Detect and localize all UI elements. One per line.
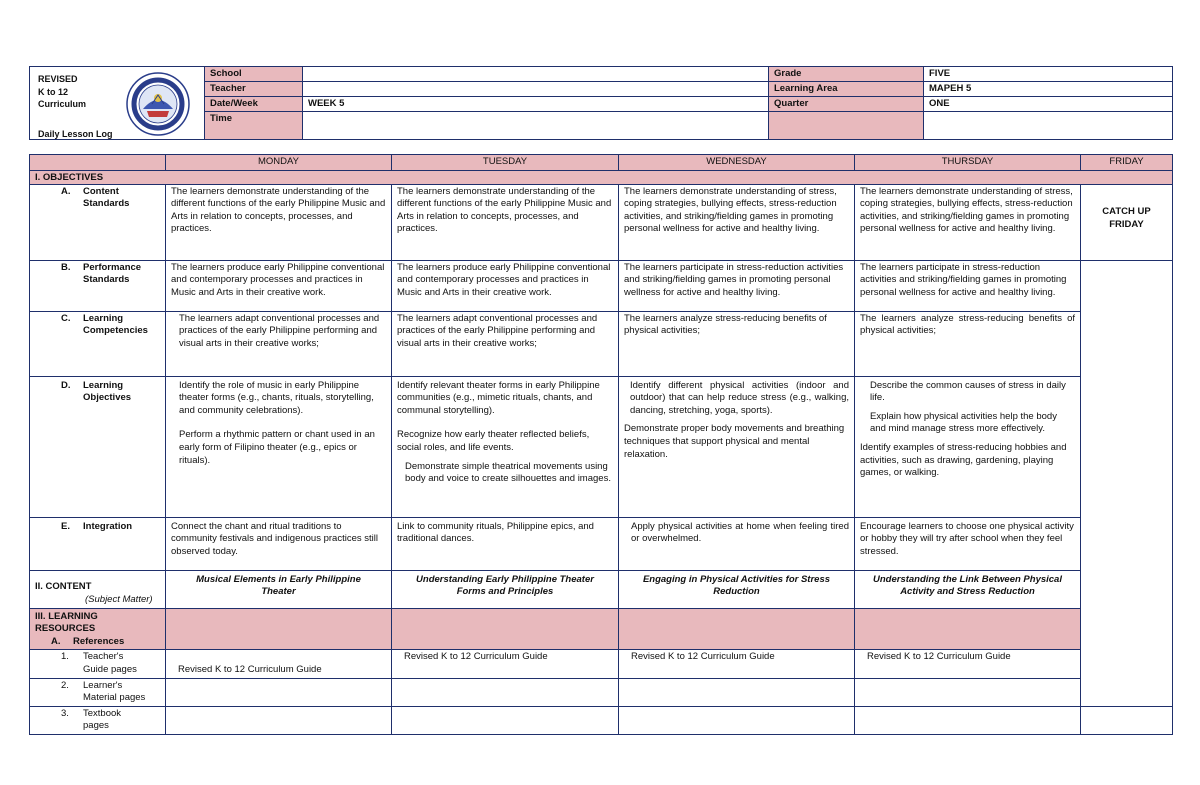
content-label: II. CONTENT (Subject Matter) (30, 570, 166, 608)
quarter-value[interactable]: ONE (924, 97, 1173, 112)
teachers-guide-wednesday[interactable]: Revised K to 12 Curriculum Guide (619, 650, 855, 678)
teachers-guide-thursday[interactable]: Revised K to 12 Curriculum Guide (855, 650, 1081, 678)
day-thursday: THURSDAY (855, 155, 1081, 171)
resources-label: III. LEARNING RESOURCES A. References (30, 608, 166, 650)
performance-standards-row (30, 260, 1173, 311)
objectives-wednesday[interactable]: Identify different physical activities (indoor and outdoor) that can help reduce stress (e.g., walking, dancing, stretching, yoga, sports). Demonstrate proper body movements and breathing techniques that support physical and mental relaxation. (619, 376, 855, 517)
content-tuesday[interactable]: Understanding Early Philippine Theater Forms and Principles (392, 570, 619, 608)
learning-area-label: Learning Area (769, 82, 924, 97)
header-table (29, 66, 1173, 140)
performance-standards-monday[interactable]: The learners produce early Philippine conventional and contemporary processes and practices in Music and Arts in their creative work. (166, 260, 392, 311)
content-monday[interactable]: Musical Elements in Early Philippine Theater (166, 570, 392, 608)
competencies-wednesday[interactable]: The learners analyze stress-reducing benefits of physical activities; (619, 311, 855, 376)
content-standards-monday[interactable]: The learners demonstrate understanding of the different functions of the early Philippine Music and Arts in relation to concepts, processes, and practices. (166, 184, 392, 260)
competencies-label: C. Learning Competencies (30, 311, 166, 376)
teachers-guide-tuesday[interactable]: Revised K to 12 Curriculum Guide (392, 650, 619, 678)
content-thursday[interactable]: Understanding the Link Between Physical Activity and Stress Reduction (855, 570, 1081, 608)
content-standards-wednesday[interactable]: The learners demonstrate understanding of stress, coping strategies, bullying effects, stress-reduction activities, and striking/fielding games in promoting personal wellness for active and healthy living. (619, 184, 855, 260)
objectives-row (30, 376, 1173, 517)
performance-standards-wednesday[interactable]: The learners participate in stress-reduction activities and striking/fielding games in promoting personal wellness for active and healthy living. (619, 260, 855, 311)
textbook-wednesday[interactable] (619, 706, 855, 734)
time-label: Time (205, 112, 303, 140)
time-field[interactable] (303, 112, 769, 140)
curriculum-title: REVISED K to 12 Curriculum (38, 74, 87, 109)
grade-value[interactable]: FIVE (924, 67, 1173, 82)
date-week-value[interactable]: WEEK 5 (303, 97, 769, 112)
performance-standards-label: B. Performance Standards (30, 260, 166, 311)
school-label: School (205, 67, 303, 82)
corner-cell (30, 155, 166, 171)
teacher-field[interactable] (303, 82, 769, 97)
textbook-row (30, 706, 1173, 734)
curriculum-block (30, 67, 205, 140)
resources-row (30, 608, 1173, 650)
content-standards-label: A. Content Standards (30, 184, 166, 260)
objectives-monday[interactable]: Identify the role of music in early Philippine theater forms (e.g., chants, rituals, storytelling, and community celebrations). Perform a rhythmic pattern or chant used in an early form of Filipino theater (e.g., epics or rituals). (166, 376, 392, 517)
content-standards-tuesday[interactable]: The learners demonstrate understanding of the different functions of the early Philippine Music and Arts in relation to concepts, processes, and practices. (392, 184, 619, 260)
textbook-label: 3. Textbook pages (30, 706, 166, 734)
learners-material-row (30, 678, 1173, 706)
catch-up-friday: CATCH UP FRIDAY (1081, 184, 1173, 260)
content-standards-thursday[interactable]: The learners demonstrate understanding of stress, coping strategies, bullying effects, stress-reduction activities, and striking/fielding games in promoting personal wellness for active and healthy living. (855, 184, 1081, 260)
performance-standards-tuesday[interactable]: The learners produce early Philippine conventional and contemporary processes and practices in Music and Arts in their creative work. (392, 260, 619, 311)
day-tuesday: TUESDAY (392, 155, 619, 171)
integration-thursday[interactable]: Encourage learners to choose one physical activity or hobby they will try after school when they feel stressed. (855, 517, 1081, 570)
deped-seal-icon (125, 71, 191, 137)
time-extra-label (769, 112, 924, 140)
day-friday: FRIDAY (1081, 155, 1173, 171)
day-monday: MONDAY (166, 155, 392, 171)
learners-material-tuesday[interactable] (392, 678, 619, 706)
date-week-label: Date/Week (205, 97, 303, 112)
integration-monday[interactable]: Connect the chant and ritual traditions to community festivals and indigenous practices still observed today. (166, 517, 392, 570)
integration-label: E. Integration (30, 517, 166, 570)
objectives-tuesday[interactable]: Identify relevant theater forms in early Philippine communities (e.g., mimetic rituals, chants, and communal storytelling). Recognize how early theater reflected beliefs, social roles, and life events. Demonstrate simple theatrical movements using body and voice to create silhouettes and images. (392, 376, 619, 517)
teacher-label: Teacher (205, 82, 303, 97)
teachers-guide-row (30, 650, 1173, 678)
day-wednesday: WEDNESDAY (619, 155, 855, 171)
integration-tuesday[interactable]: Link to community rituals, Philippine epics, and traditional dances. (392, 517, 619, 570)
friday-blank-column (1081, 260, 1173, 706)
objectives-label: D. Learning Objectives (30, 376, 166, 517)
textbook-tuesday[interactable] (392, 706, 619, 734)
textbook-monday[interactable] (166, 706, 392, 734)
competencies-row (30, 311, 1173, 376)
resources-monday (166, 608, 392, 650)
learners-material-wednesday[interactable] (619, 678, 855, 706)
lesson-log-table (29, 154, 1173, 735)
grade-label: Grade (769, 67, 924, 82)
learners-material-monday[interactable] (166, 678, 392, 706)
resources-wednesday (619, 608, 855, 650)
teachers-guide-label: 1. Teacher's Guide pages (30, 650, 166, 678)
objectives-heading: I. OBJECTIVES (30, 170, 1173, 184)
learners-material-thursday[interactable] (855, 678, 1081, 706)
performance-standards-thursday[interactable]: The learners participate in stress-reduction activities and striking/fielding games in promoting personal wellness for active and healthy living. (855, 260, 1081, 311)
textbook-thursday[interactable] (855, 706, 1081, 734)
textbook-friday (1081, 706, 1173, 734)
competencies-thursday[interactable]: The learners analyze stress-reducing benefits of physical activities; (855, 311, 1081, 376)
teachers-guide-monday[interactable]: Revised K to 12 Curriculum Guide (166, 650, 392, 678)
objectives-section-row (30, 170, 1173, 184)
time-extra-field[interactable] (924, 112, 1173, 140)
resources-thursday (855, 608, 1081, 650)
resources-tuesday (392, 608, 619, 650)
days-header-row (30, 155, 1173, 171)
integration-wednesday[interactable]: Apply physical activities at home when feeling tired or overwhelmed. (619, 517, 855, 570)
learners-material-label: 2. Learner's Material pages (30, 678, 166, 706)
content-wednesday[interactable]: Engaging in Physical Activities for Stress Reduction (619, 570, 855, 608)
school-field[interactable] (303, 67, 769, 82)
competencies-tuesday[interactable]: The learners adapt conventional processes and practices of the early Philippine performing and visual arts in their creative works; (392, 311, 619, 376)
content-standards-row (30, 184, 1173, 260)
content-row (30, 570, 1173, 608)
quarter-label: Quarter (769, 97, 924, 112)
competencies-monday[interactable]: The learners adapt conventional processes and practices of the early Philippine performing and visual arts in their creative works; (166, 311, 392, 376)
learning-area-value[interactable]: MAPEH 5 (924, 82, 1173, 97)
daily-lesson-log-title: Daily Lesson Log (38, 129, 113, 139)
objectives-thursday[interactable]: Describe the common causes of stress in daily life. Explain how physical activities help the body and mind manage stress more effectively. Identify examples of stress-reducing hobbies and activities, such as drawing, gardening, playing games, or walking. (855, 376, 1081, 517)
integration-row (30, 517, 1173, 570)
